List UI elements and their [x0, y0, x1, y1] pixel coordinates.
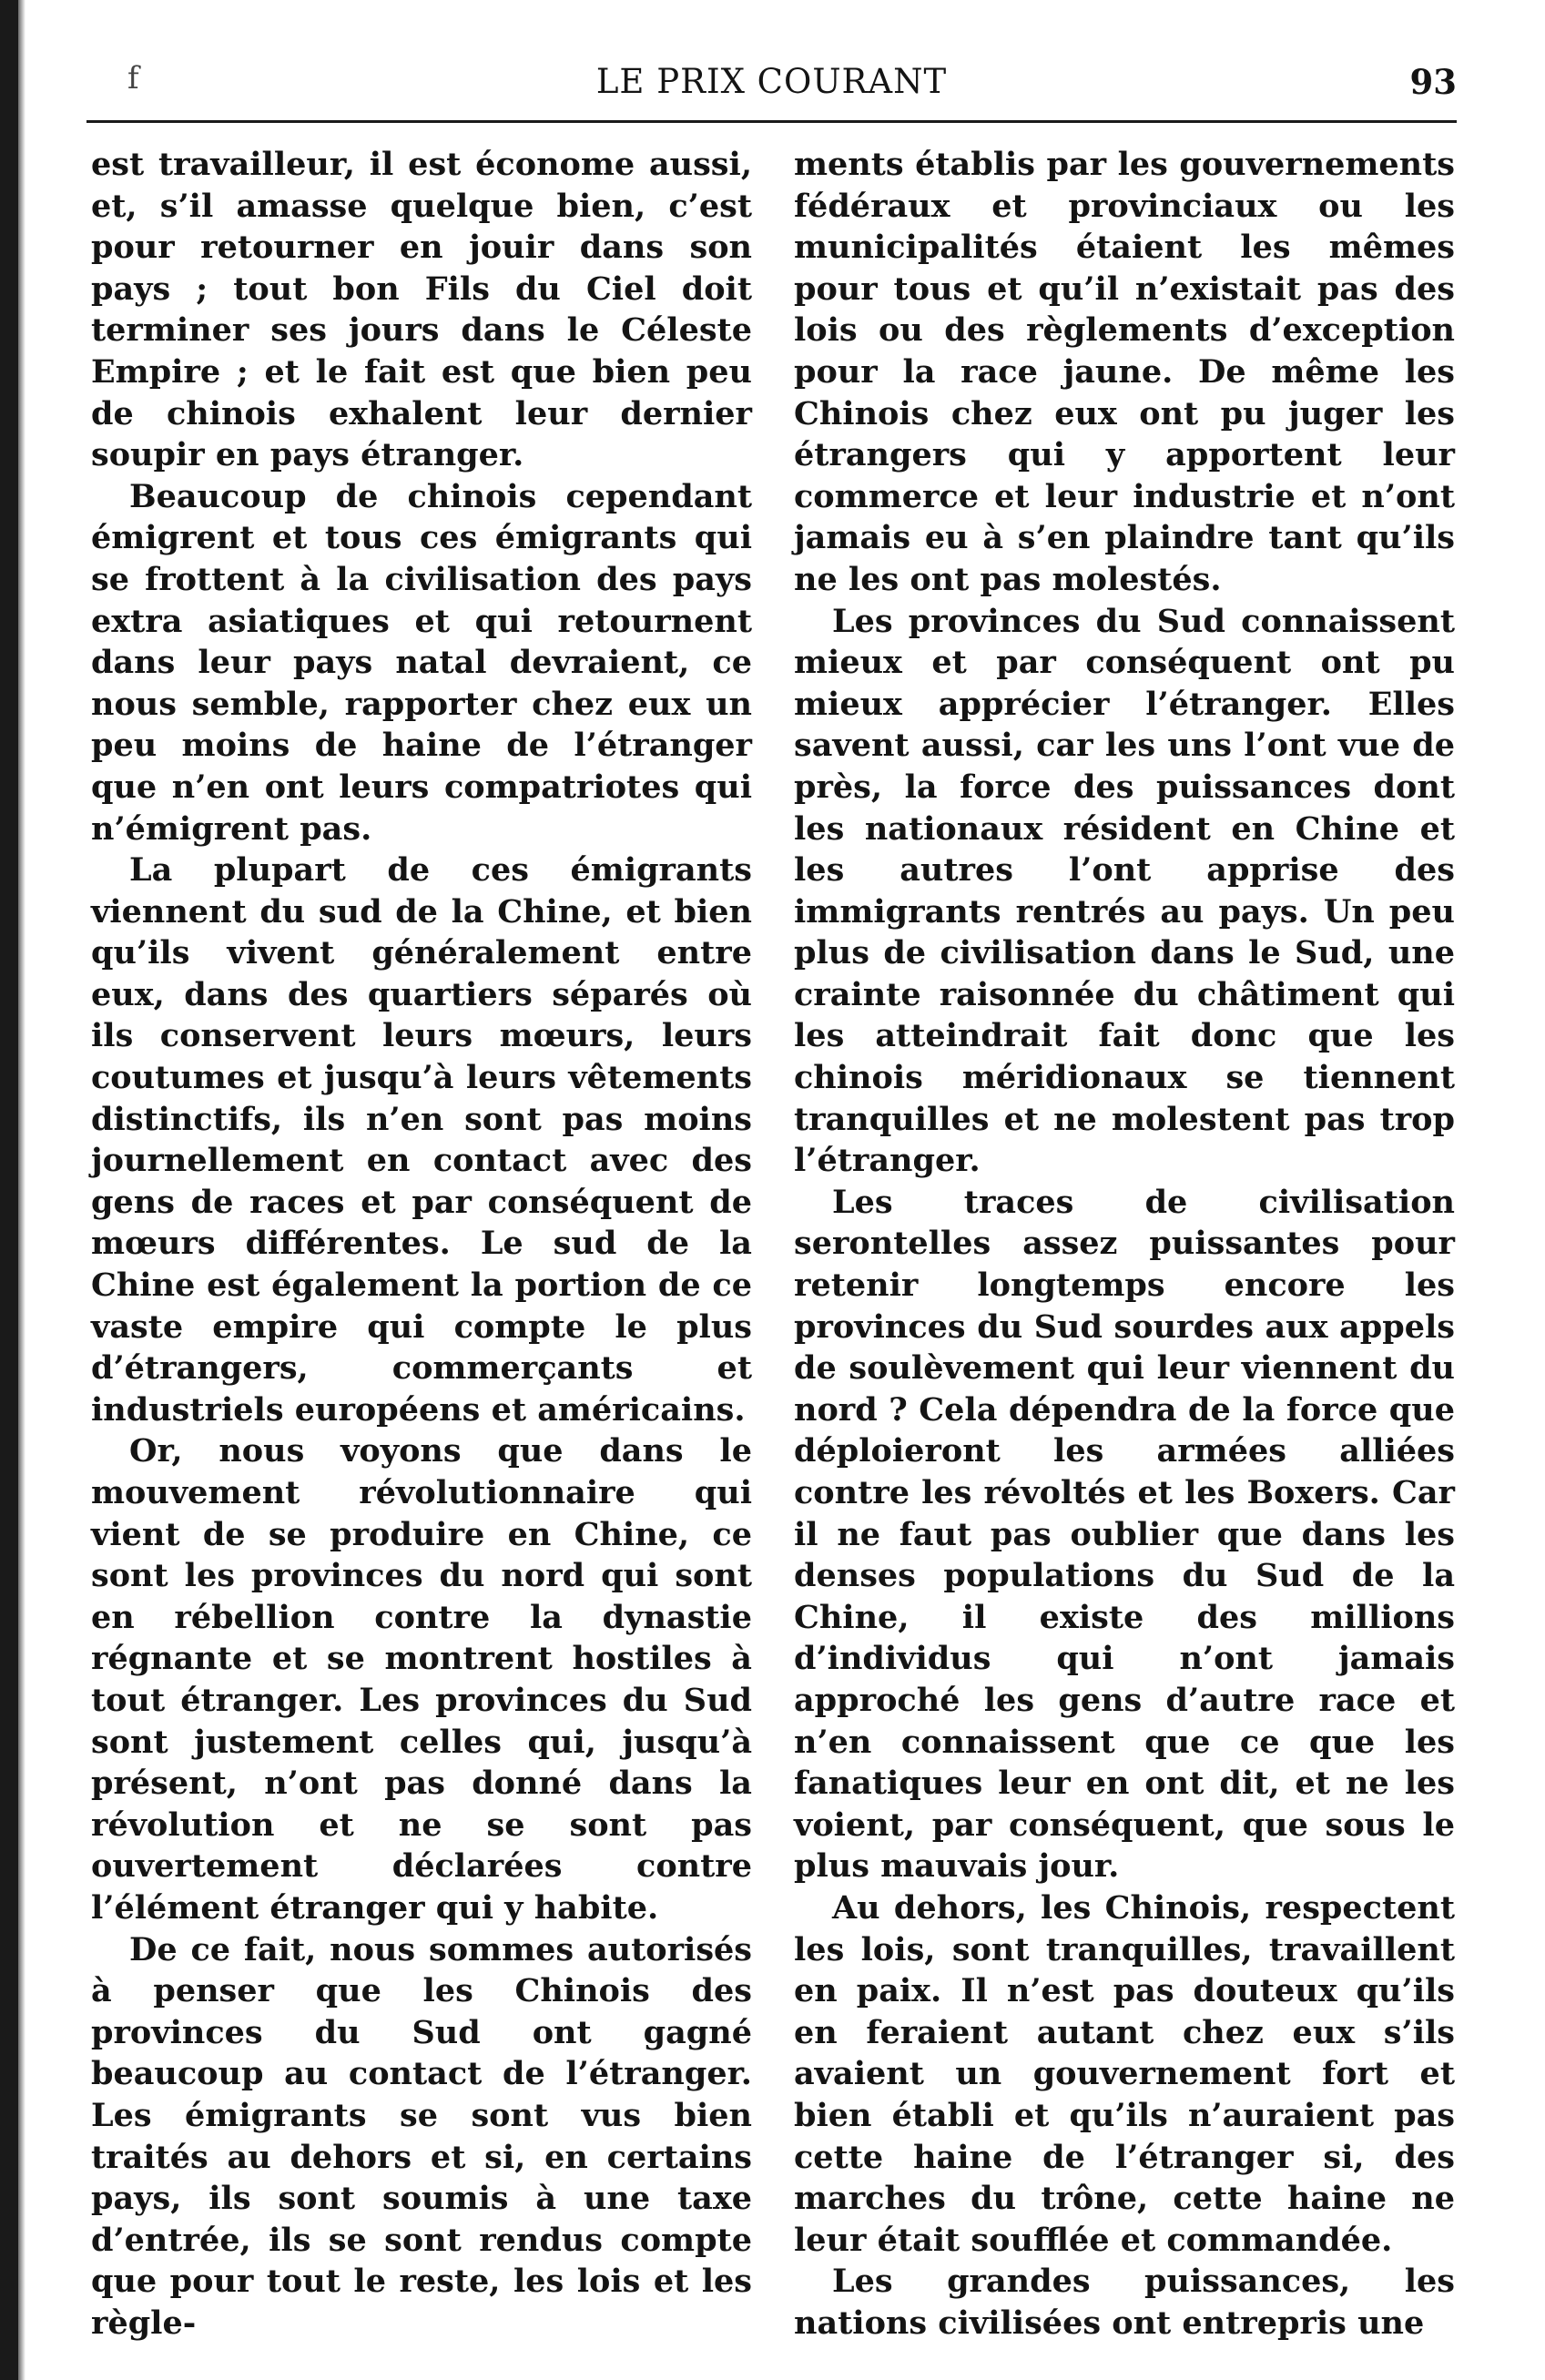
right-column: [794, 144, 1455, 2344]
paragraph: De ce fait, nous sommes autorisés à penser que les Chinois des provinces du Sud ont gagné beaucoup au contact de l’étranger. Les émigrants se sont vus bien traités au dehors et si, en certains pays, ils sont soumis à une taxe d’entrée, ils se sont rendus compte que pour tout le reste, les lois et les règle-: [91, 1930, 752, 2342]
binding-edge: [0, 0, 18, 2380]
paragraph: Au dehors, les Chinois, respectent les lois, sont tranquilles, travaillent en paix. Il n’est pas douteux qu’ils en feraient autant chez eux s’ils avaient un gouvernement fort et bien établi et qu’ils n’auraient pas cette haine de l’étranger si, des marches du trône, cette haine ne leur était soufflée et commandée.: [794, 1888, 1455, 2259]
paragraph: Les grandes puissances, les nations civilisées ont entrepris une: [794, 2263, 1455, 2342]
paragraph: est travailleur, il est économe aussi, et, s’il amasse quelque bien, c’est pour retourner en jouir dans son pays ; tout bon Fils du Ciel doit terminer ses jours dans le Céleste Empire ; et le fait est que bien peu de chinois exhalent leur dernier soupir en pays étranger.: [91, 146, 752, 474]
paragraph: Les provinces du Sud connaissent mieux et par conséquent ont pu mieux apprécier l’étranger. Elles savent aussi, car les uns l’ont vue de près, la force des puissances dont les nationaux résident en Chine et les autres l’ont apprise des immigrants rentrés au pays. Un peu plus de civilisation dans le Sud, une crainte raisonnée du châtiment qui les atteindrait fait donc que les chinois méridionaux se tiennent tranquilles et ne molestent pas trop l’étranger.: [794, 602, 1455, 1180]
header-rule: [86, 120, 1457, 123]
paragraph: Les traces de civilisation serontelles assez puissantes pour retenir longtemps encore les provinces du Sud sourdes aux appels de soulèvement qui leur viennent du nord ? Cela dépendra de la force que déploieront les armées alliées contre les révoltés et les Boxers. Car il ne faut pas oublier que dans les denses populations du Sud de la Chine, il existe des millions d’individus qui n’ont jamais approché les gens d’autre race et n’en connaissent que ce que les fanatiques leur en ont dit, et ne les voient, par conséquent, que sous le plus mauvais jour.: [794, 1183, 1455, 1886]
page-number: 93: [1409, 62, 1457, 102]
left-column: [91, 144, 752, 2344]
paragraph: ments établis par les gouvernements fédéraux et provinciaux ou les municipalités étaient les mêmes pour tous et qu’il n’existait pas des lois ou des règlements d’exception pour la race jaune. De même les Chinois chez eux ont pu juger les étrangers qui y apportent leur commerce et leur industrie et n’ont jamais eu à s’en plaindre tant qu’ils ne les ont pas molestés.: [794, 146, 1455, 598]
page-header: [86, 56, 1457, 111]
paragraph: Beaucoup de chinois cependant émigrent et tous ces émigrants qui se frottent à la civilisation des pays extra asiatiques et qui retournent dans leur pays natal devraient, ce nous semble, rapporter chez eux un peu moins de haine de l’étranger que n’en ont leurs compatriotes qui n’émigrent pas.: [91, 477, 752, 848]
paragraph: Or, nous voyons que dans le mouvement révolutionnaire qui vient de se produire en Chine, ce sont les provinces du nord qui sont en rébellion contre la dynastie régnante et se montrent hostiles à tout étranger. Les provinces du Sud sont justement celles qui, jusqu’à présent, n’ont pas donné dans la révolution et ne se sont pas ouvertement déclarées contre l’élément étranger qui y habite.: [91, 1432, 752, 1927]
running-head: LE PRIX COURANT: [595, 62, 948, 101]
paragraph: La plupart de ces émigrants viennent du sud de la Chine, et bien qu’ils vivent généralement entre eux, dans des quartiers séparés où ils conservent leurs mœurs, leurs coutumes et jusqu’à leurs vêtements distinctifs, ils n’en sont pas moins journellement en contact avec des gens de races et par conséquent de mœurs différentes. Le sud de la Chine est également la portion de ce vaste empire qui compte le plus d’étrangers, commerçants et industriels européens et américains.: [91, 851, 752, 1429]
stray-mark: f: [127, 60, 139, 97]
